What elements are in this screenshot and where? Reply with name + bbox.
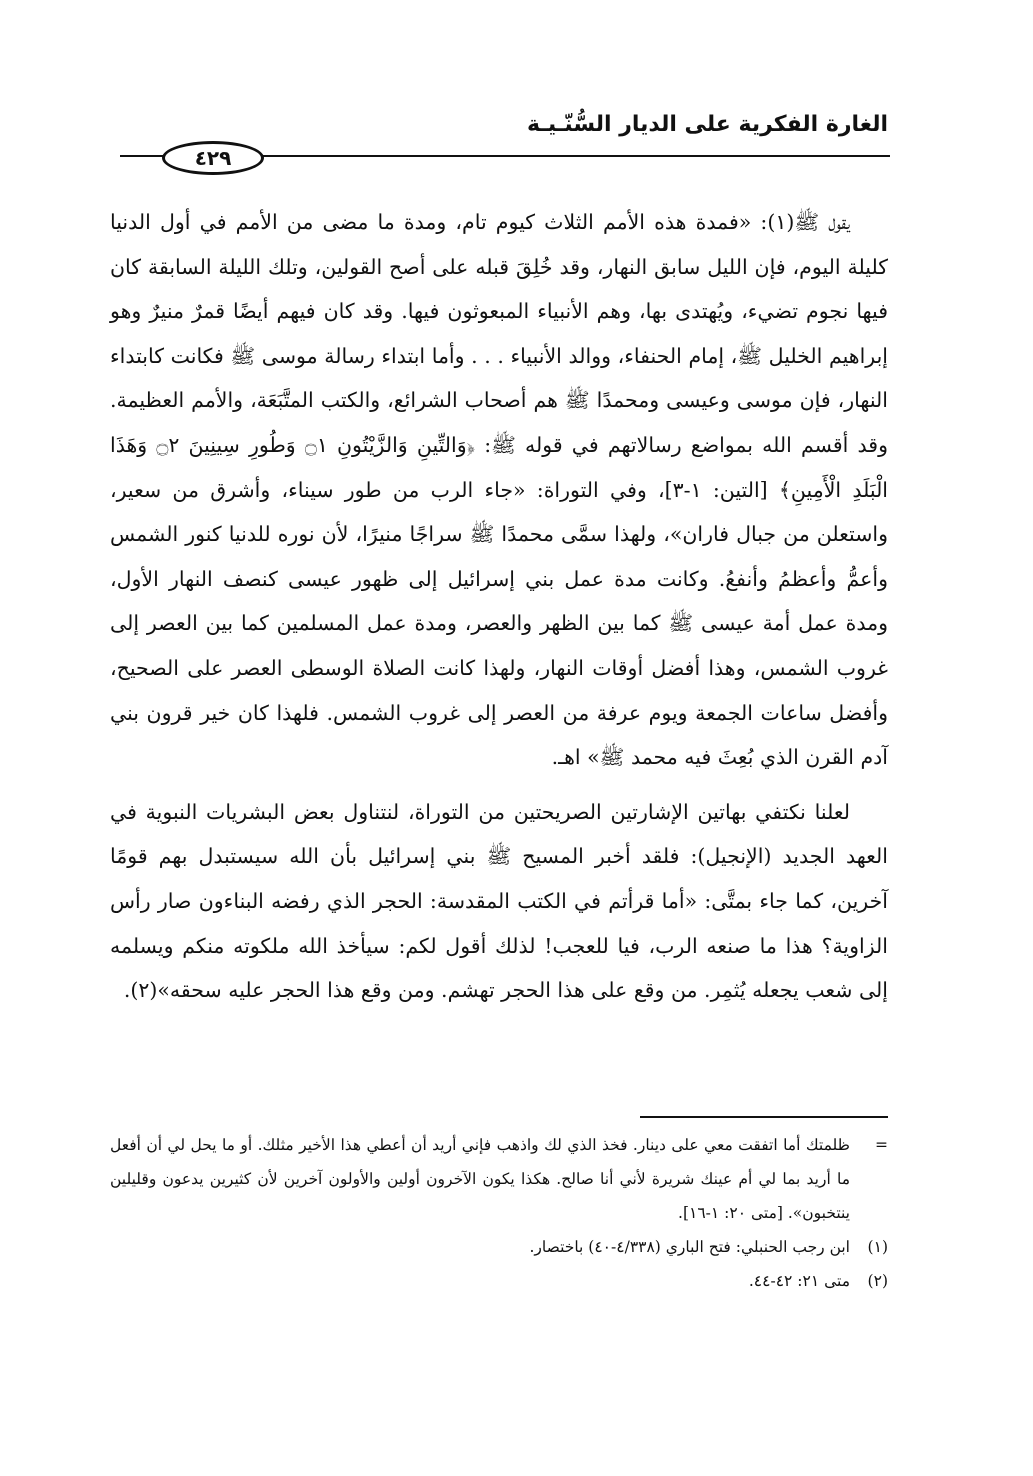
footnote-number: (٢)	[867, 1272, 888, 1290]
footnote-number: (١)	[867, 1238, 888, 1256]
paragraph-quote: يقول ﷺ(١): «فمدة هذه الأمم الثلاث كيوم تام، ومدة ما مضى من الأمم في أول الدنيا كليلة اليوم، فإن الليل سابق النهار، وقد خُلِقَ قبله على أصح القولين، وتلك الليلة السابقة كان فيها نجوم تضيء، ويُهتدى بها، وهم الأنبياء المبعوثون فيها. وقد كان فيهم أيضًا قمرٌ منيرٌ وهو إبراهيم الخليل ﷺ، إمام الحنفاء، ووالد الأنبياء . . . وأما ابتداء رسالة موسى ﷺ فكانت كابتداء النهار، فإن موسى وعيسى ومحمدًا ﷺ هم أصحاب الشرائع، والكتب المتَّبَعَة، والأمم العظيمة. وقد أقسم الله بمواضع رسالاتهم في قوله ﷺ: ﴿وَالتِّينِ وَالزَّيْتُونِ ۝١ وَطُورِ سِينِينَ ۝٢ وَهَذَا الْبَلَدِ الْأَمِينِ﴾ [التين: ١-٣]، وفي التوراة: «جاء الرب من طور سيناء، وأشرق من سعير، واستعلن من جبال فاران»، ولهذا سمَّى محمدًا ﷺ سراجًا منيرًا، لأن نوره للدنيا كنور الشمس وأعمُّ وأعظمُ وأنفعُ. وكانت مدة عمل بني إسرائيل إلى ظهور عيسى كنصف النهار الأول، ومدة عمل أمة عيسى ﷺ كما بين الظهر والعصر، ومدة عمل المسلمين كما بين العصر إلى غروب الشمس، وهذا أفضل أوقات النهار، ولهذا كانت الصلاة الوسطى العصر على الصحيح، وأفضل ساعات الجمعة ويوم عرفة من العصر إلى غروب الشمس. فلهذا كان خير قرون بني آدم القرن الذي بُعِثَ فيه محمد ﷺ» اهـ.	[110, 210, 889, 770]
paragraph-gospel: لعلنا نكتفي بهاتين الإشارتين الصريحتين من التوراة، لنتناول بعض البشريات النبوية في العهد الجديد (الإنجيل): فلقد أخبر المسيح ﷺ بني إسرائيل بأن الله سيستبدل بهم قومًا آخرين، كما جاء بمتَّى: «أما قرأتم في الكتب المقدسة: الحجر الذي رفضه البناءون صار رأس الزاوية؟ هذا ما صنعه الرب، فيا للعجب! لذلك أقول لكم: سيأخذ الله ملكوته منكم ويسلمه إلى شعب يجعله يُثمِر. من وقع على هذا الحجر تهشم. ومن وقع هذا الحجر عليه سحقه»(٢).	[110, 799, 888, 1003]
page-number-badge: ٤٢٩	[162, 141, 264, 175]
footnote-text: متى ٢١: ٤٢-٤٤.	[748, 1272, 850, 1290]
continuation-mark: =	[875, 1136, 888, 1154]
main-text	[110, 200, 888, 1013]
footnote-continuation	[110, 1128, 888, 1230]
footnotes	[110, 1128, 888, 1298]
footnote-text: ابن رجب الحنبلي: فتح الباري (٤/٣٣٨-٤٠) باختصار.	[529, 1238, 850, 1256]
footnote-rule	[640, 1116, 888, 1118]
running-header-title: الغارة الفكرية على الديار السُّنّـيـة	[527, 112, 888, 137]
footnote-continuation-text: ظلمتك أما اتفقت معي على دينار. فخذ الذي لك واذهب فإني أريد أن أعطي هذا الأخير مثلك. أو ما يحل لي أن أفعل ما أريد بما لي أم عينك شريرة لأني أنا صالح. هكذا يكون الآخرون أولين والأولون آخرين لأن كثيرين يدعون وقليلين ينتخبون». [متى ٢٠: ١-١٦].	[110, 1136, 850, 1222]
footnote-item	[110, 1230, 888, 1264]
footnote-item	[110, 1264, 888, 1298]
